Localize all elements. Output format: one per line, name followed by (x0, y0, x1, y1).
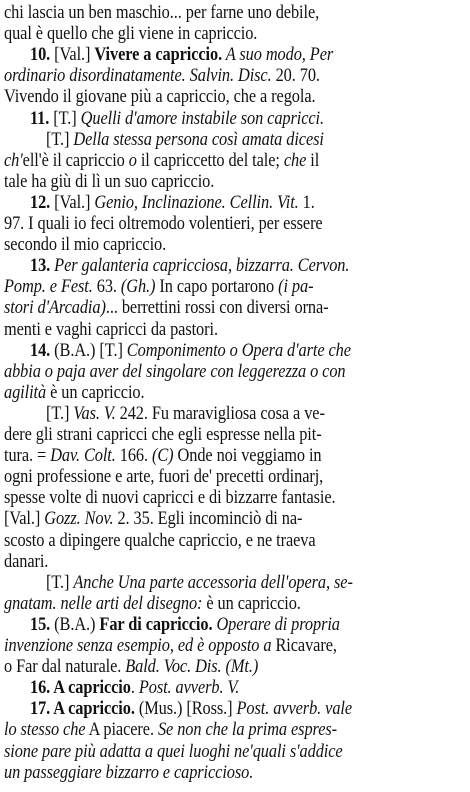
text-line (30, 108, 434, 130)
text-run: lo stesso che (4, 719, 86, 741)
text-line (4, 487, 408, 509)
text-run: A suo modo, Per (222, 44, 334, 66)
text-run: Vivere a capriccio. (94, 44, 223, 66)
text-run: Vivendo il giovane più a capriccio, che a regola. (4, 86, 316, 108)
text-run: 15. (30, 613, 55, 635)
text-run: spesse volte di nuovi capricci e di bizzarre fantasie. (4, 487, 336, 509)
text-run: Operare di propria (212, 613, 340, 635)
text-run: [T.] (46, 128, 74, 150)
text-run: Se non che la prima espres- (157, 719, 338, 741)
text-line (4, 551, 408, 573)
text-run: Onde noi veggiamo in (173, 445, 322, 467)
text-run: Genio, Inclinazione. Cellin. Vit. (94, 191, 303, 213)
text-line (4, 424, 408, 446)
text-run: (B.A.) (54, 613, 100, 635)
text-run: (Gh.) (120, 276, 156, 298)
text-run: il (306, 149, 320, 171)
text-run: 12. (30, 191, 55, 213)
text-run: o Far dal naturale. (4, 656, 126, 678)
text-run: (B.A.) [T.] (54, 339, 127, 361)
text-run: scosto a dipingere qualche capriccio, e ne traeva (4, 529, 316, 551)
text-run: Post. avverb. V. (138, 677, 240, 699)
text-run: [Val.] (4, 508, 45, 530)
text-line (4, 361, 408, 383)
text-run: o (128, 149, 137, 171)
text-run: il capriccetto del tale; (136, 149, 284, 171)
text-run: abbia o paja aver del singolare con leggerezza o con (4, 360, 346, 382)
text-run: Anche Una parte accessoria dell'opera, se- (73, 571, 353, 593)
text-run: invenzione senza esempio, ed è opposto a (4, 635, 272, 656)
text-line (30, 44, 434, 66)
text-run: Quelli d'amore instabile son capricci. (80, 107, 324, 129)
text-run: Dav. Colt. (50, 445, 120, 467)
text-run: è un capriccio. (202, 592, 301, 614)
text-line (4, 213, 408, 235)
text-run: 242. Fu maravigliosa cosa a ve- (119, 402, 325, 424)
text-line (4, 86, 408, 108)
text-line (30, 698, 434, 720)
text-run: dere gli strani capricci che egli espresse nella pit- (4, 424, 322, 445)
text-run: chi lascia un ben maschio... per farne uno debile, (4, 2, 320, 23)
text-run: Per galanteria capricciosa, bizzarra. Cervon. (54, 255, 350, 277)
text-run: [Val.] (54, 44, 95, 66)
text-run: stori d'Arcadia) (4, 297, 106, 319)
text-line (46, 403, 450, 425)
text-run: tale ha giù di lì un suo capriccio. (4, 170, 215, 192)
text-run: 1. (302, 191, 315, 213)
text-run: [T.] (53, 107, 81, 129)
text-run: A capriccio. (53, 698, 135, 720)
text-line (4, 656, 408, 678)
text-run: ell'è il capriccio (22, 149, 129, 171)
text-run: che (283, 149, 307, 171)
text-line (30, 255, 434, 277)
text-run: 14. (30, 339, 55, 361)
text-line (4, 762, 408, 784)
text-run: (C) (152, 445, 174, 467)
text-line (30, 340, 434, 362)
text-run: secondo il mio capriccio. (4, 234, 167, 256)
text-run: A capriccio (53, 677, 131, 699)
text-line (4, 234, 408, 256)
text-line (4, 171, 408, 193)
text-run: è un capriccio. (46, 381, 145, 403)
text-run: danari. (4, 550, 49, 572)
text-run: 10. (30, 44, 55, 66)
text-line (4, 150, 408, 172)
text-run: tura. = (4, 445, 51, 467)
text-line (4, 741, 408, 763)
text-run: Bald. Voc. Dis. (Mt.) (125, 656, 259, 678)
text-line (30, 614, 434, 636)
text-line (4, 635, 408, 657)
text-run: Far di capriccio. (99, 613, 213, 635)
text-line (30, 677, 434, 699)
text-line (4, 65, 408, 87)
text-run: 16. (30, 677, 54, 699)
text-run: In capo portarono (155, 276, 279, 298)
text-line (4, 530, 408, 552)
text-run: 13. (30, 255, 55, 277)
text-run: ch' (4, 149, 23, 171)
text-run: ordinario disordinatamente. Salvin. Disc. (4, 65, 276, 87)
text-line (4, 297, 408, 319)
text-line (4, 382, 408, 404)
text-run: A piacere. (85, 719, 158, 741)
text-run: Della stessa persona così amata dicesi (73, 128, 324, 150)
text-run: 17. (30, 698, 54, 720)
text-run: [T.] (46, 402, 74, 424)
text-run: 166. (119, 445, 153, 467)
text-run: Ricavare, (271, 635, 337, 656)
text-line (4, 466, 408, 488)
text-run: 2. 35. Egli incominciò di na- (117, 508, 303, 530)
text-run: (i pa- (278, 276, 314, 298)
text-run: qual è quello che gli viene in capriccio. (4, 23, 258, 45)
text-run: Vas. V. (73, 402, 120, 424)
text-run: agilità (4, 381, 47, 403)
text-run: gnatam. nelle arti del disegno: (4, 592, 203, 614)
text-line (46, 572, 450, 594)
text-line (46, 129, 450, 151)
text-line (4, 719, 408, 741)
text-run: [T.] (46, 571, 74, 593)
text-line (4, 276, 408, 298)
text-line (4, 445, 408, 467)
text-run: 20. 70. (275, 65, 320, 87)
text-line (4, 23, 408, 45)
text-line (4, 593, 408, 615)
text-run: sione pare più adatta a quei luoghi ne'quali s'addice (4, 740, 343, 762)
text-run: . (130, 677, 139, 699)
text-line (4, 2, 408, 24)
text-run: 63. (96, 276, 121, 298)
text-run: ... berrettini rossi con diversi orna- (105, 297, 329, 319)
text-run: 11. (30, 107, 54, 129)
text-line (4, 319, 408, 341)
text-run: menti e vaghi capricci da pastori. (4, 318, 218, 340)
text-run: Pomp. e Fest. (4, 276, 97, 298)
text-run: Componimento o Opera d'arte che (126, 339, 351, 361)
text-run: (Mus.) [Ross.] (134, 698, 237, 720)
text-run: Gozz. Nov. (44, 508, 118, 530)
text-run: un passeggiare bizzarro e capriccioso. (4, 761, 254, 783)
text-run: ogni professione e arte, fuori de' precetti ordinarj, (4, 466, 324, 488)
text-run: Post. avverb. vale (236, 698, 353, 720)
text-run: [Val.] (54, 191, 95, 213)
text-line (30, 192, 434, 214)
text-run: 97. I quali io feci oltremodo volentieri, per essere (4, 213, 323, 234)
text-line (4, 508, 408, 530)
